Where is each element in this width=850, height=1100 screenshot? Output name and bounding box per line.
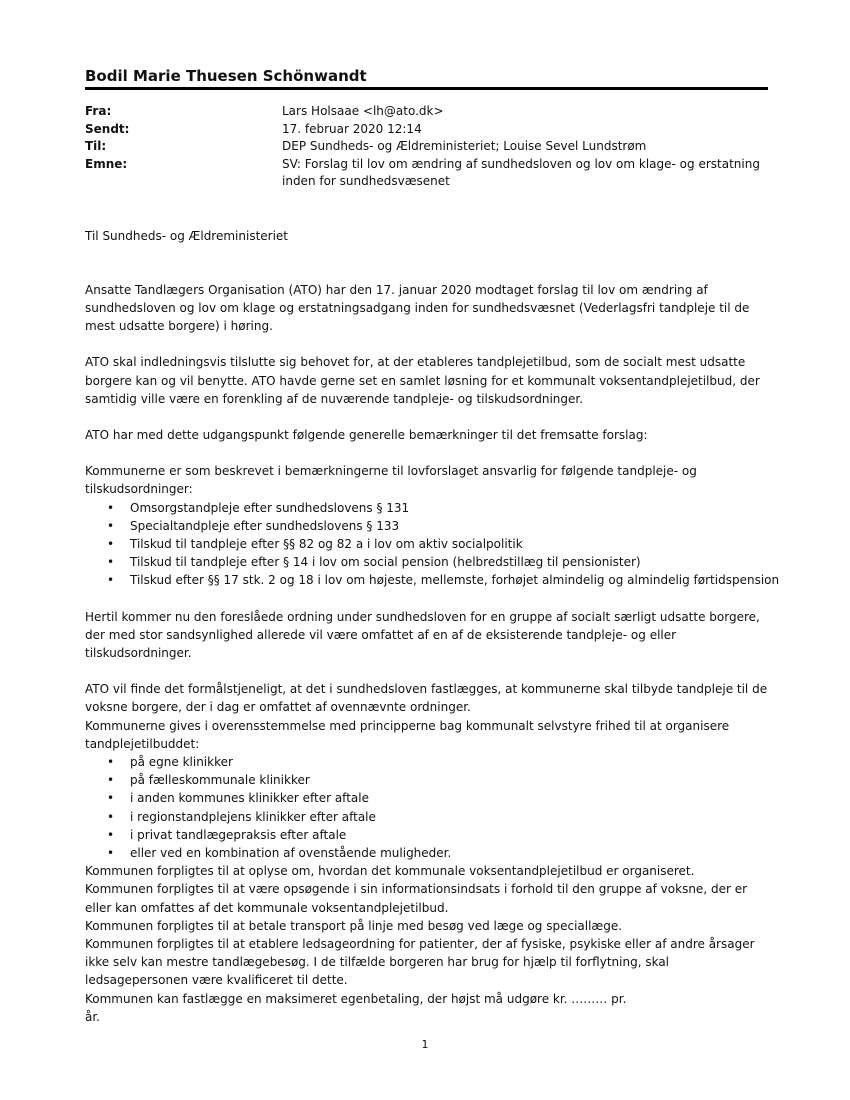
list-item: • Omsorgstandpleje efter sundhedslovens § 131 bbox=[85, 499, 768, 517]
list-item: • i anden kommunes klinikker efter aftale bbox=[85, 789, 768, 807]
list-item: • eller ved en kombination af ovenstående muligheder. bbox=[85, 844, 768, 862]
page-number: 1 bbox=[421, 1038, 429, 1051]
list-item: • på egne klinikker bbox=[85, 753, 768, 771]
list-item: • Tilskud efter §§ 17 stk. 2 og 18 i lov om højeste, mellemste, forhøjet almindelig og almindelig førtidspension bbox=[85, 571, 768, 589]
scheme-list bbox=[85, 499, 780, 590]
organisation-list bbox=[85, 753, 768, 862]
paragraph-proposal: ATO vil finde det formålstjeneligt, at det i sundhedsloven fastlægges, at kommunerne skal tilbyde tandpleje til de voksne borgere, der i dag er omfattet af ovennævnte ordninger. bbox=[85, 682, 768, 715]
list-item: • Tilskud til tandpleje efter §§ 82 og 82 a i lov om aktiv socialpolitik bbox=[85, 535, 768, 553]
subject-value: SV: Forslag til lov om ændring af sundhedsloven og lov om klage- og erstatning inden for sundhedsvæsenet bbox=[282, 156, 760, 188]
header-row-sent bbox=[85, 121, 768, 139]
paragraph-inform: Kommunen forpligtes til at oplyse om, hvordan det kommunale voksentandplejetilbud er organiseret. bbox=[85, 864, 695, 879]
from-label: Fra: bbox=[85, 104, 112, 118]
document-title: Bodil Marie Thuesen Schönwandt bbox=[85, 67, 367, 85]
paragraph-intro: Ansatte Tandlægers Organisation (ATO) har den 17. januar 2020 modtaget forslag til lov om ændring af sundhedsloven og lov om klage og erstatningsadgang inden for sundhedsvæsnet (Vederlagsfri tandpleje til de mest udsatte borgere) i høring. bbox=[85, 282, 750, 334]
header-row-from bbox=[85, 103, 768, 121]
paragraph-escort: Kommunen forpligtes til at etablere ledsageordning for patienter, der af fysiske, psykiske eller af andre årsager ikke selv kan mestre tandlægebesøg. I de tilfælde borgeren har brug for hjælp til forflytning, skal ledsagepersonen være kvalificeret til dette. bbox=[85, 937, 755, 988]
email-document bbox=[85, 66, 780, 1026]
to-label: Til: bbox=[85, 139, 107, 153]
paragraph-schemes: Kommunerne er som beskrevet i bemærkningerne til lovforslaget ansvarlig for følgende tandpleje- og tilskudsordninger: bbox=[85, 464, 697, 497]
sent-label: Sendt: bbox=[85, 121, 130, 136]
title-rule bbox=[85, 87, 768, 90]
to-value: DEP Sundheds- og Ældreministeriet; Louise Sevel Lundstrøm bbox=[282, 139, 647, 153]
email-body bbox=[85, 191, 780, 1027]
greeting: Til Sundheds- og Ældreministeriet bbox=[85, 228, 289, 243]
subject-label: Emne: bbox=[85, 156, 128, 171]
list-item: • i privat tandlægepraksis efter aftale bbox=[85, 826, 768, 844]
paragraph-remarks: ATO har med dette udgangspunkt følgende generelle bemærkninger til det fremsatte forslag: bbox=[85, 427, 648, 442]
paragraph-fee: Kommunen kan fastlægge en maksimeret egenbetaling, der højst må udgøre kr. ……… pr. bbox=[85, 991, 627, 1006]
list-item: • på fælleskommunale klinikker bbox=[85, 771, 768, 789]
paragraph-outreach: Kommunen forpligtes til at være opsøgende i sin informationsindsats i forhold til den gruppe af voksne, der er eller kan omfattes af det kommunale voksentandplejetilbud. bbox=[85, 882, 748, 915]
header-row-subject bbox=[85, 156, 768, 191]
paragraph-organisation: Kommunerne gives i overensstemmelse med principperne bag kommunalt selvstyre frihed til at organisere tandplejetilbuddet: bbox=[85, 718, 730, 751]
paragraph-new-scheme: Hertil kommer nu den foreslåede ordning under sundhedsloven for en gruppe af socialt særligt udsatte borgere, der med stor sandsynlighed allerede vil være omfattet af en af de eksisterende tandpleje- og eller tilskudsordninger. bbox=[85, 609, 760, 660]
paragraph-transport: Kommunen forpligtes til at betale transport på linje med besøg ved læge og speciallæge. bbox=[85, 918, 623, 933]
email-header bbox=[85, 103, 768, 191]
list-item: • Tilskud til tandpleje efter § 14 i lov om social pension (helbredstillæg til pensionister) bbox=[85, 553, 768, 571]
paragraph-support: ATO skal indledningsvis tilslutte sig behovet for, at der etableres tandplejetilbud, som de socialt mest udsatte borgere kan og vil benytte. ATO havde gerne set en samlet løsning for et kommunalt voksentandplejetilbud, der samtidig ville være en forenkling af de nuværende tandpleje- og tilskudsordninger. bbox=[85, 355, 760, 406]
sent-value: 17. februar 2020 12:14 bbox=[282, 121, 422, 136]
paragraph-fee-end: år. bbox=[85, 1009, 100, 1024]
list-item: • Specialtandpleje efter sundhedslovens § 133 bbox=[85, 517, 768, 535]
from-value: Lars Holsaae <lh@ato.dk> bbox=[282, 104, 444, 118]
list-item: • i regionstandplejens klinikker efter aftale bbox=[85, 808, 768, 826]
header-row-to bbox=[85, 138, 768, 156]
